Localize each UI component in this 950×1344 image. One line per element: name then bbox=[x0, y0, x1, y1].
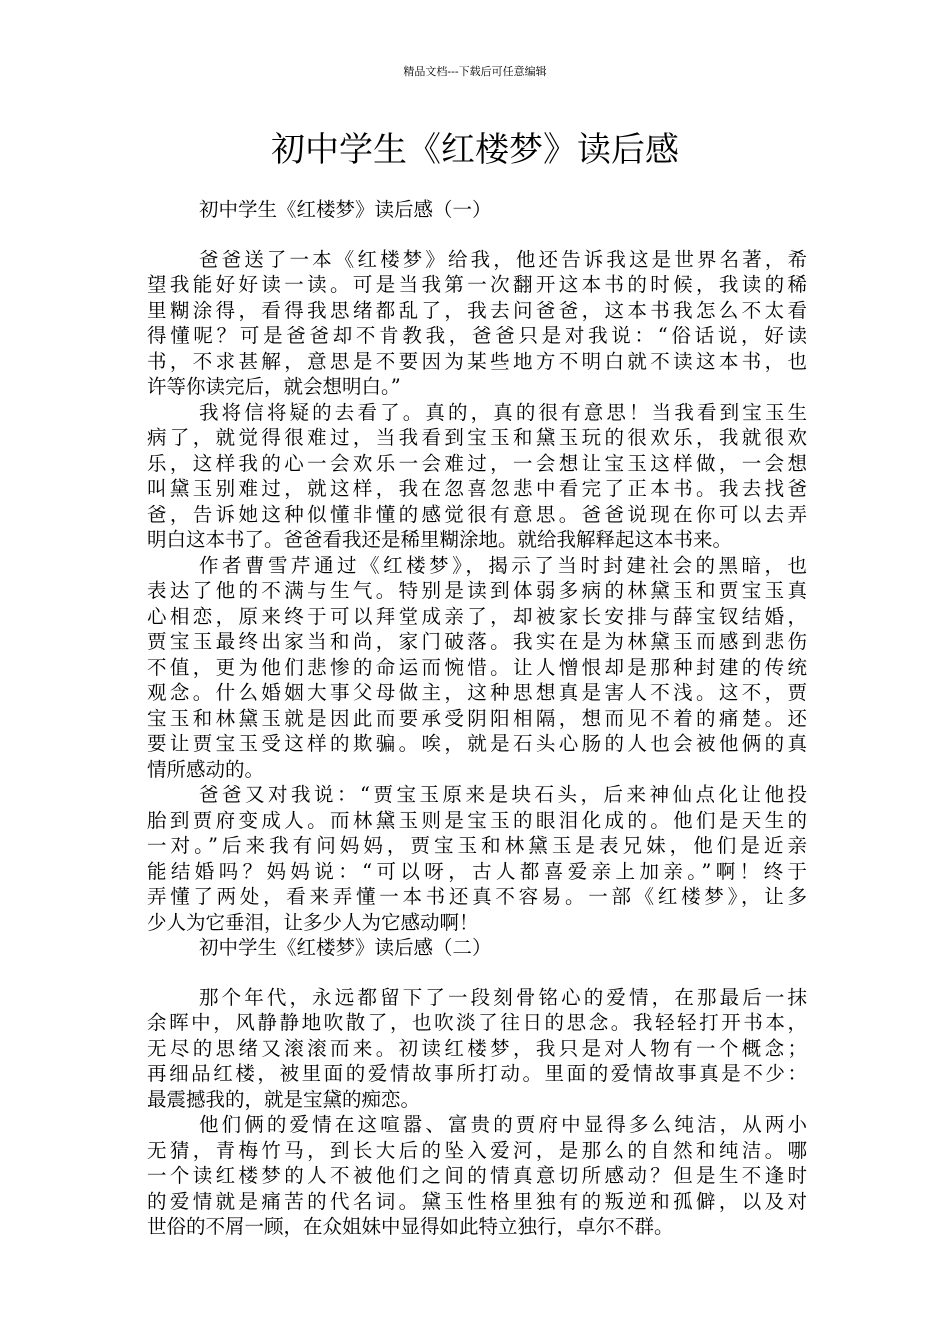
text-line: 贾宝玉最终出家当和尚，家门破落。我实在是为林黛玉而感到悲伤 bbox=[147, 630, 807, 653]
text-line: 作者曹雪芹通过《红楼梦》，揭示了当时封建社会的黑暗，也 bbox=[199, 553, 807, 577]
text-line: 宝玉和林黛玉就是因此而要承受阴阳相隔，想而见不着的痛楚。还 bbox=[147, 706, 807, 730]
section-heading: 初中学生《红楼梦》读后感（一） bbox=[199, 198, 492, 221]
paragraph bbox=[147, 985, 807, 1113]
text-line: 最震撼我的，就是宝黛的痴恋。 bbox=[147, 1087, 421, 1111]
text-line: 一个读红楼梦的人不被他们之间的情真意切所感动？但是生不逢时 bbox=[147, 1164, 807, 1187]
paragraph bbox=[147, 247, 807, 400]
text-line: 观念。什么婚姻大事父母做主，这种思想真是害人不浅。这不，贾 bbox=[147, 681, 807, 704]
text-line: 乐，这样我的心一会欢乐一会难过，一会想让宝玉这样做，一会想 bbox=[147, 451, 807, 475]
text-line: 表达了他的不满与生气。特别是读到体弱多病的林黛玉和贾宝玉真 bbox=[147, 579, 807, 602]
text-line: 少人为它垂泪，让多少人为它感动啊！ bbox=[147, 910, 479, 934]
text-line: 得懂呢？可是爸爸却不肯教我，爸爸只是对我说：“俗话说，好读 bbox=[147, 324, 807, 347]
text-line: 爸，告诉她这种似懂非懂的感觉很有意思。爸爸说现在你可以去弄 bbox=[147, 502, 807, 526]
text-line: 无尽的思绪又滚滚而来。初读红楼梦，我只是对人物有一个概念； bbox=[147, 1036, 807, 1060]
text-line: 明白这本书了。爸爸看我还是稀里糊涂地。就给我解释起这本书来。 bbox=[147, 528, 733, 551]
spacer bbox=[147, 961, 807, 985]
text-line: 不值，更为他们悲惨的命运而惋惜。让人憎恨却是那种封建的传统 bbox=[147, 655, 807, 679]
text-line: 心相恋，原来终于可以拜堂成亲了，却被家长安排与薛宝钗结婚， bbox=[147, 604, 807, 628]
text-line: 胎到贾府变成人。而林黛玉则是宝玉的眼泪化成的。他们是天生的 bbox=[147, 808, 807, 832]
text-line: 爸爸送了一本《红楼梦》给我，他还告诉我这是世界名著，希 bbox=[199, 247, 807, 271]
text-line: 弄懂了两处，看来弄懂一本书还真不容易。一部《红楼梦》，让多 bbox=[147, 885, 807, 908]
text-line: 书，不求甚解，意思是不要因为某些地方不明白就不读这本书，也 bbox=[147, 349, 807, 373]
text-line: 无猜，青梅竹马，到长大后的坠入爱河，是那么的自然和纯洁。哪 bbox=[147, 1138, 807, 1162]
text-line: 叫黛玉别难过，就这样，我在忽喜忽悲中看完了正本书。我去找爸 bbox=[147, 477, 807, 500]
text-line: 要让贾宝玉受这样的欺骗。唉，就是石头心肠的人也会被他俩的真 bbox=[147, 732, 807, 755]
paragraph bbox=[147, 400, 807, 553]
header-note: 精品文档---下载后可任意编辑 bbox=[403, 65, 547, 78]
text-line: 爸爸又对我说：“贾宝玉原来是块石头，后来神仙点化让他投 bbox=[199, 783, 807, 806]
text-line: 那个年代，永远都留下了一段刻骨铭心的爱情，在那最后一抹 bbox=[199, 985, 807, 1009]
text-line: 望我能好好读一读。可是当我第一次翻开这本书的时候，我读的稀 bbox=[147, 273, 807, 296]
text-line: 一对。”后来我有问妈妈，贾宝玉和林黛玉是表兄妹，他们是近亲 bbox=[147, 834, 807, 857]
text-line: 病了，就觉得很难过，当我看到宝玉和黛玉玩的很欢乐，我就很欢 bbox=[147, 426, 807, 449]
page-title: 初中学生《红楼梦》读后感 bbox=[271, 130, 679, 170]
text-line: 我将信将疑的去看了。真的，真的很有意思！当我看到宝玉生 bbox=[199, 400, 807, 424]
paragraph bbox=[147, 553, 807, 783]
document-body bbox=[147, 197, 807, 1240]
section-heading: 初中学生《红楼梦》读后感（二） bbox=[199, 936, 492, 959]
text-line: 情所感动的。 bbox=[147, 757, 265, 781]
text-line: 许等你读完后，就会想明白。” bbox=[147, 375, 401, 398]
paragraph bbox=[147, 782, 807, 935]
text-line: 能结婚吗？妈妈说：“可以呀，古人都喜爱亲上加亲。”啊！终于 bbox=[147, 859, 807, 883]
text-line: 的爱情就是痛苦的代名词。黛玉性格里独有的叛逆和孤僻，以及对 bbox=[147, 1189, 807, 1213]
text-line: 他们俩的爱情在这喧嚣、富贵的贾府中显得多么纯洁，从两小 bbox=[199, 1113, 807, 1136]
paragraph bbox=[147, 1112, 807, 1240]
text-line: 再细品红楼，被里面的爱情故事所打动。里面的爱情故事真是不少： bbox=[147, 1062, 807, 1085]
spacer bbox=[147, 223, 807, 247]
text-line: 余晖中，风静静地吹散了，也吹淡了往日的思念。我轻轻打开书本， bbox=[147, 1011, 807, 1034]
text-line: 里糊涂得，看得我思绪都乱了，我去问爸爸，这本书我怎么不太看 bbox=[147, 298, 807, 322]
text-line: 世俗的不屑一顾，在众姐妹中显得如此特立独行，卓尔不群。 bbox=[147, 1215, 674, 1238]
